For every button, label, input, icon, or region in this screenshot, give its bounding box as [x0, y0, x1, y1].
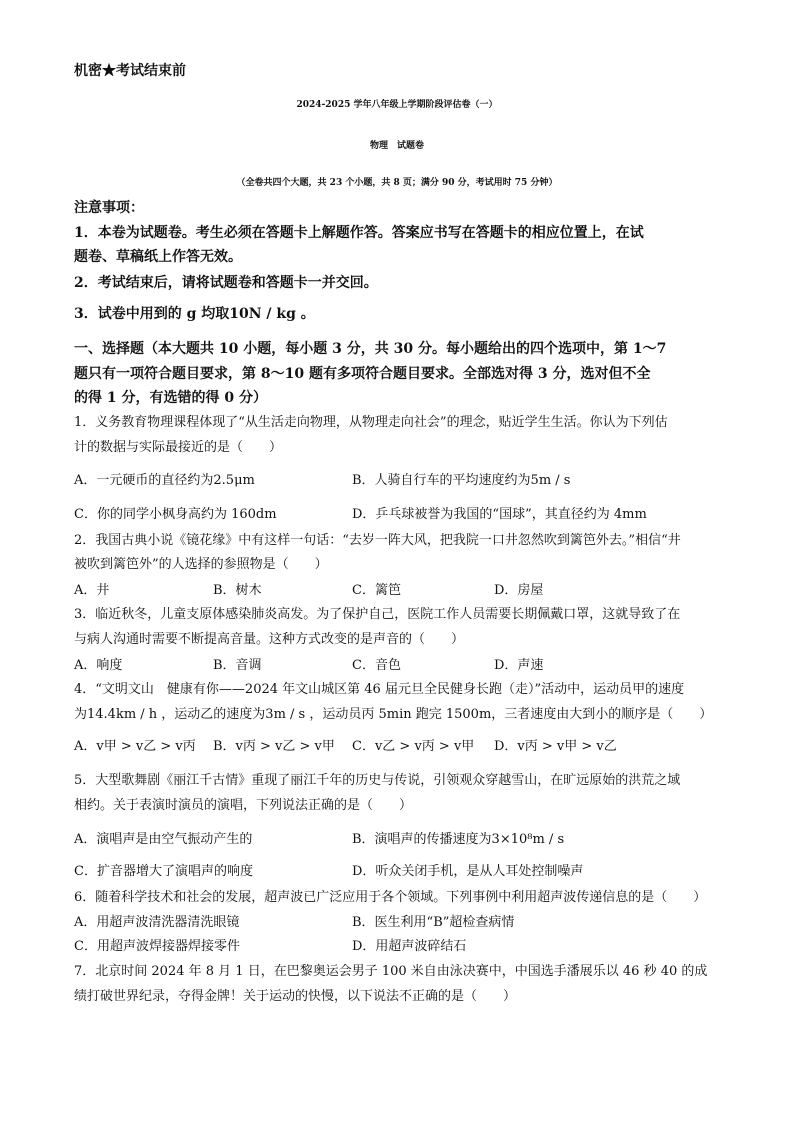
exam-subtitle: 物理 试题卷 — [369, 141, 424, 151]
q5-option-d: D．听众关闭手机，是从人耳处控制噪声 — [352, 864, 584, 879]
q6-option-a: A．用超声波清洗器清洗眼镜 — [74, 915, 240, 930]
q2-option-d: D．房屋 — [494, 583, 544, 598]
notes-heading: 注意事项： — [74, 200, 144, 216]
q6-option-c: C．用超声波焊接器焊接零件 — [74, 939, 240, 954]
section-1-line-2: 题只有一项符合题目要求，第 8～10 题有多项符合题目要求。全部选对得 3 分，选对但不全 — [74, 366, 651, 382]
note-1-line-1: 1．本卷为试题卷。考生必须在答题卡上解题作答。答案应书写在答题卡的相应位置上，在试 — [74, 225, 644, 241]
q1-stem-line-1: 1．义务教育物理课程体现了“从生活走向物理，从物理走向社会”的理念，贴近学生生活。你认为下列估 — [74, 415, 668, 430]
q2-option-a: A．井 — [74, 583, 110, 598]
section-1-line-1: 一、选择题（本大题共 10 小题，每小题 3 分，共 30 分。每小题给出的四个选项中，第 1～7 — [74, 341, 667, 357]
q7-stem-line-1: 7．北京时间 2024 年 8 月 1 日，在巴黎奥运会男子 100 米自由泳决赛中，中国选手潘展乐以 46 秒 40 的成 — [74, 964, 708, 979]
q2-option-c: C．篱笆 — [352, 583, 401, 598]
q5-stem-line-2: 相约。关于表演时演员的演唱，下列说法正确的是（ ） — [74, 798, 413, 813]
q1-option-c: C．你的同学小枫身高约为 160dm — [74, 507, 277, 522]
q4-stem-line-1: 4．“文明文山 健康有你——2024 年文山城区第 46 届元旦全民健身长跑（走）”活动中，运动员甲的速度 — [74, 682, 685, 697]
q2-option-b: B．树木 — [213, 583, 262, 598]
q1-option-d: D．乒乓球被誉为我国的“国球”，其直径约为 4mm — [352, 507, 647, 522]
q4-option-d: D．v丙 > v甲 > v乙 — [494, 739, 617, 754]
note-1-line-2: 题卷、草稿纸上作答无效。 — [74, 249, 242, 265]
q2-stem-line-2: 被吹到篱笆外”的人选择的参照物是（ ） — [74, 557, 328, 572]
q6-option-d: D．用超声波碎结石 — [352, 939, 467, 954]
confidential-label: 机密★考试结束前 — [74, 63, 186, 79]
q5-option-b: B．演唱声的传播速度为3×10⁸m / s — [352, 832, 565, 847]
q4-option-b: B．v丙 > v乙 > v甲 — [213, 739, 335, 754]
q3-stem-line-1: 3．临近秋冬，儿童支原体感染肺炎高发。为了保护自己，医院工作人员需要长期佩戴口罩，这就导致了在 — [74, 607, 681, 622]
q4-option-c: C．v乙 > v丙 > v甲 — [352, 739, 475, 754]
q5-option-a: A．演唱声是由空气振动产生的 — [74, 832, 253, 847]
note-3: 3．试卷中用到的 g 均取10N / kg 。 — [74, 306, 315, 322]
section-1-line-3: 的得 1 分，有选错的得 0 分） — [74, 390, 267, 406]
q3-option-b: B．音调 — [213, 658, 262, 673]
q6-option-b: B．医生利用“B”超检查病情 — [352, 915, 515, 930]
q7-stem-line-2: 绩打破世界纪录，夺得金牌！关于运动的快慢，以下说法不正确的是（ ） — [74, 989, 517, 1004]
q4-option-a: A．v甲 > v乙 > v丙 — [74, 739, 196, 754]
exam-title: 2024-2025 学年八年级上学期阶段评估卷（一） — [296, 100, 498, 110]
q6-stem-line-1: 6．随着科学技术和社会的发展，超声波已广泛应用于各个领域。下列事例中利用超声波传递信息的是（ ） — [74, 890, 707, 905]
q3-stem-line-2: 与病人沟通时需要不断提高音量。这种方式改变的是声音的（ ） — [74, 632, 465, 647]
q1-option-b: B．人骑自行车的平均速度约为5m / s — [352, 473, 571, 488]
q1-stem-line-2: 计的数据与实际最接近的是（ ） — [74, 440, 283, 455]
q2-stem-line-1: 2．我国古典小说《镜花缘》中有这样一句话：“去岁一阵大风，把我院一口井忽然吹到篱笆外去。”相信“井 — [74, 533, 681, 548]
q3-option-a: A．响度 — [74, 658, 123, 673]
q5-option-c: C．扩音器增大了演唱声的响度 — [74, 864, 253, 879]
q1-option-a: A．一元硬币的直径约为2.5μm — [74, 473, 255, 488]
note-2: 2．考试结束后，请将试题卷和答题卡一并交回。 — [74, 275, 378, 291]
exam-info: （全卷共四个大题，共 23 个小题，共 8 页；满分 90 分，考试用时 75 分钟） — [236, 178, 558, 188]
q4-stem-line-2: 为14.4km / h ，运动乙的速度为3m / s ，运动员丙 5min 跑完 1500m，三者速度由大到小的顺序是（ ） — [74, 707, 713, 722]
q3-option-c: C．音色 — [352, 658, 401, 673]
q5-stem-line-1: 5．大型歌舞剧《丽江千古情》重现了丽江千年的历史与传说，引领观众穿越雪山，在旷远原始的洪荒之域 — [74, 773, 681, 788]
q3-option-d: D．声速 — [494, 658, 544, 673]
